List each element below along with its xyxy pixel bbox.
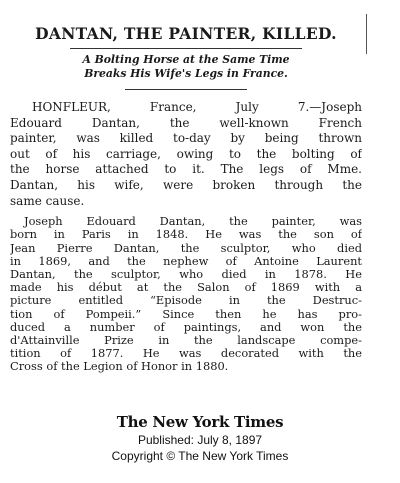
body-line: the horse attached to it. The legs of Mme. — [10, 162, 362, 177]
footer — [0, 412, 400, 464]
headline: DANTAN, THE PAINTER, KILLED. — [35, 24, 337, 43]
body-line: Joseph Edouard Dantan, the painter, was — [24, 215, 362, 229]
body-line: same cause. — [10, 193, 85, 208]
body-line: born in Paris in 1848. He was the son of — [10, 228, 362, 242]
paragraph-biography — [10, 215, 362, 373]
body-line: Dantan, his wife, were broken through the — [10, 177, 362, 192]
column-rule — [366, 14, 367, 54]
copyright-notice: Copyright © The New York Times — [111, 449, 289, 463]
body-line: HONFLEUR, France, July 7.—Joseph — [32, 100, 362, 114]
deck-line: A Bolting Horse at the Same Time — [82, 53, 290, 66]
body-line: made his début at the Salon of 1869 with a — [10, 281, 362, 295]
body-line: Cross of the Legion of Honor in 1880. — [10, 360, 229, 374]
body-line: tion of Pompeii.” Since then he has pro- — [10, 307, 362, 321]
deck-rule — [125, 89, 247, 90]
published-date: Published: July 8, 1897 — [137, 433, 263, 447]
body-line: Dantan, the sculptor, who died in 1878. He — [10, 267, 362, 281]
body-line: in 1869, and the nephew of Antoine Laurent — [10, 254, 362, 268]
body-line: tition of 1877. He was decorated with the — [10, 347, 362, 361]
body-line: Edouard Dantan, the well-known French — [10, 115, 362, 130]
deck-line: Breaks His Wife's Legs in France. — [84, 67, 288, 80]
nyt-logo: The New York Times — [116, 413, 284, 431]
headline-rule — [70, 48, 302, 49]
body-line: duced a number of paintings, and won the — [10, 320, 362, 334]
body-line: out of his carriage, owing to the bolting of — [10, 146, 362, 161]
body-line: Jean Pierre Dantan, the sculptor, who died — [10, 241, 362, 255]
article-clipping — [10, 24, 362, 420]
deck — [10, 53, 362, 81]
body-line: painter, was killed to-day by being thrown — [10, 131, 362, 146]
body-line: picture entitled “Episode in the Destruc- — [10, 294, 362, 308]
body-line: d'Attainville Prize in the landscape compe- — [10, 333, 362, 347]
paragraph-dateline — [10, 100, 362, 209]
